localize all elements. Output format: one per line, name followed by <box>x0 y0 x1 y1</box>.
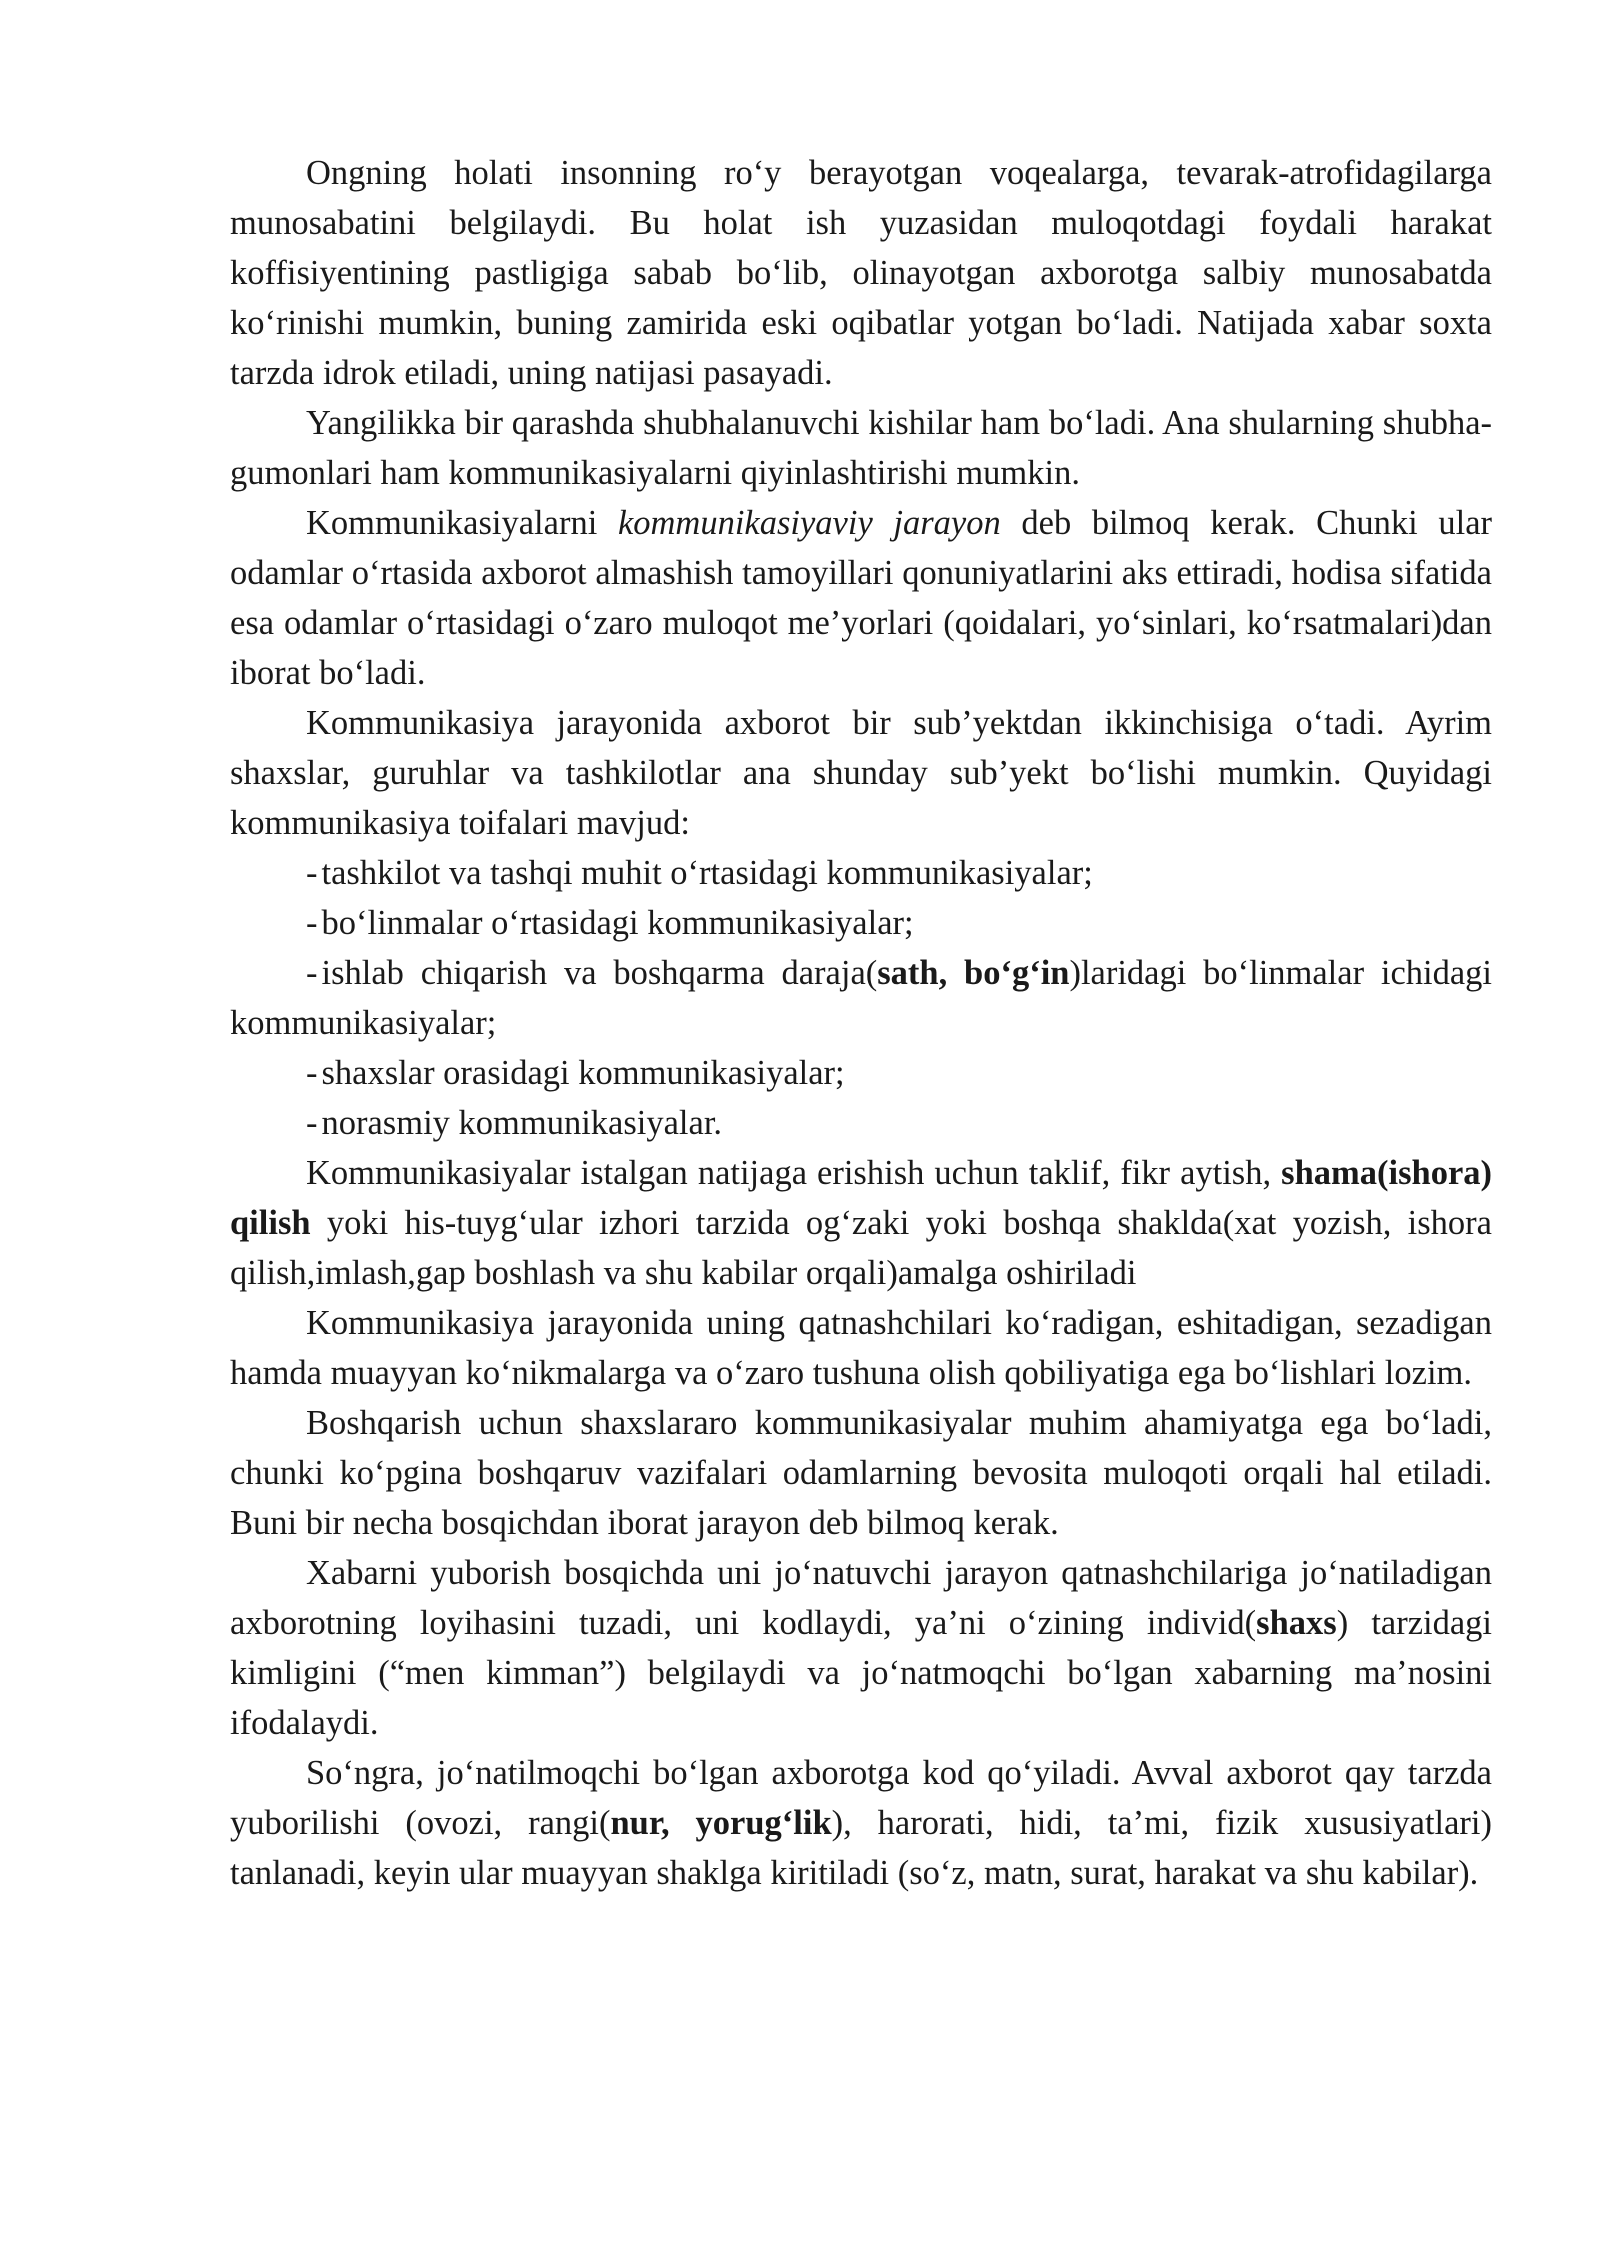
list-dash: - <box>306 954 318 992</box>
paragraph-text: Kommunikasiya jarayonida uning qatnashchilari ko‘radigan, eshitadigan, sezadigan hamda muayyan ko‘nikmalarga va o‘zaro tushuna olish qobiliyatiga ega bo‘lishlari lozim. <box>230 1304 1492 1392</box>
paragraph-text: Boshqarish uchun shaxslararo kommunikasiyalar muhim ahamiyatga ega bo‘ladi, chunki ko‘pgina boshqaruv vazifalari odamlarning bevosita muloqoti orqali hal etiladi. Buni bir necha bosqichdan iborat jarayon deb bilmoq kerak. <box>230 1404 1492 1542</box>
paragraph-text: ), harorati, hidi, ta’mi, fizik xususiyatlari) tanlanadi, keyin ular muayyan shaklga kiritiladi (so‘z, matn, surat, harakat va shu kabilar). <box>230 1804 1492 1892</box>
document-page <box>230 148 1492 1898</box>
paragraph-text: Kommunikasiya jarayonida axborot bir sub’yektdan ikkinchisiga o‘tadi. Ayrim shaxslar, guruhlar va tashkilotlar ana shunday sub’yekt bo‘lishi mumkin. Quyidagi kommunikasiya toifalari mavjud: <box>230 704 1492 842</box>
paragraph-encoding <box>230 1748 1492 1898</box>
list-item <box>230 898 1492 948</box>
paragraph-text: Kommunikasiyalar istalgan natijaga erishish uchun taklif, fikr aytish, <box>306 1154 1282 1192</box>
paragraph-text: So‘ngra, jo‘natilmoqchi bo‘lgan axborotga kod qo‘yiladi. Avval axborot qay tarzda yuborilishi (ovozi, rangi( <box>230 1754 1492 1842</box>
list-item <box>230 1098 1492 1148</box>
list-item-text: )laridagi bo‘linmalar ichidagi kommunikasiyalar; <box>230 954 1492 1042</box>
paragraph-management <box>230 1398 1492 1548</box>
paragraph-text: yoki his-tuyg‘ular izhori tarzida og‘zaki yoki boshqa shaklda(xat yozish, ishora qilish,imlash,gap boshlash va shu kabilar orqali)amalga oshiriladi <box>230 1204 1492 1292</box>
list-item-text: tashkilot va tashqi muhit o‘rtasidagi kommunikasiyalar; <box>321 854 1093 892</box>
list-item <box>230 848 1492 898</box>
paragraph-mind-state <box>230 148 1492 398</box>
paragraph-categories-intro <box>230 698 1492 848</box>
list-item-text: norasmiy kommunikasiyalar. <box>321 1104 723 1142</box>
italic-term: kommunikasiyaviy jarayon <box>617 504 1001 542</box>
list-dash: - <box>306 1104 318 1142</box>
paragraph-text: Ongning holati insonning ro‘y berayotgan voqealarga, tevarak-atrofidagilarga munosabatini belgilaydi. Bu holat ish yuzasidan muloqotdagi foydali harakat koffisiyentining pastligiga sabab bo‘lib, olinayotgan axborotga salbiy munosabatda ko‘rinishi mumkin, buning zamirida eski oqibatlar yotgan bo‘ladi. Natijada xabar soxta tarzda idrok etiladi, uning natijasi pasayadi. <box>230 154 1492 392</box>
paragraph-text: Xabarni yuborish bosqichda uni jo‘natuvchi jarayon qatnashchilariga jo‘natiladigan axborotning loyihasini tuzadi, uni kodlaydi, ya’ni o‘zining individ( <box>230 1554 1492 1642</box>
bold-term: nur, yorug‘lik <box>610 1804 832 1842</box>
list-dash: - <box>306 1054 318 1092</box>
list-item-text: bo‘linmalar o‘rtasidagi kommunikasiyalar; <box>321 904 914 942</box>
paragraph-implementation <box>230 1148 1492 1298</box>
bold-term: sath, bo‘g‘in <box>877 954 1070 992</box>
paragraph-sending-stage <box>230 1548 1492 1748</box>
list-item-text: shaxslar orasidagi kommunikasiyalar; <box>321 1054 845 1092</box>
bold-term: shaxs <box>1256 1604 1337 1642</box>
list-dash: - <box>306 854 318 892</box>
paragraph-participants <box>230 1298 1492 1398</box>
list-item <box>230 1048 1492 1098</box>
paragraph-text: Yangilikka bir qarashda shubhalanuvchi kishilar ham bo‘ladi. Ana shularning shubha-gumonlari ham kommunikasiyalarni qiyinlashtirishi mumkin. <box>230 404 1492 492</box>
list-item-text: ishlab chiqarish va boshqarma daraja( <box>321 954 878 992</box>
list-dash: - <box>306 904 318 942</box>
paragraph-text: Kommunikasiyalarni <box>306 504 618 542</box>
paragraph-text: ) tarzidagi kimligini (“men kimman”) belgilaydi va jo‘natmoqchi bo‘lgan xabarning ma’nosini ifodalaydi. <box>230 1604 1492 1742</box>
bold-term: shama(ishora) qilish <box>230 1154 1492 1242</box>
paragraph-communication-process <box>230 498 1492 698</box>
list-item <box>230 948 1492 1048</box>
paragraph-text: deb bilmoq kerak. Chunki ular odamlar o‘rtasida axborot almashish tamoyillari qonuniyatlarini aks ettiradi, hodisa sifatida esa odamlar o‘rtasidagi o‘zaro muloqot me’yorlari (qoidalari, yo‘sinlari, ko‘rsatmalari)dan iborat bo‘ladi. <box>230 504 1493 692</box>
paragraph-skeptics <box>230 398 1492 498</box>
